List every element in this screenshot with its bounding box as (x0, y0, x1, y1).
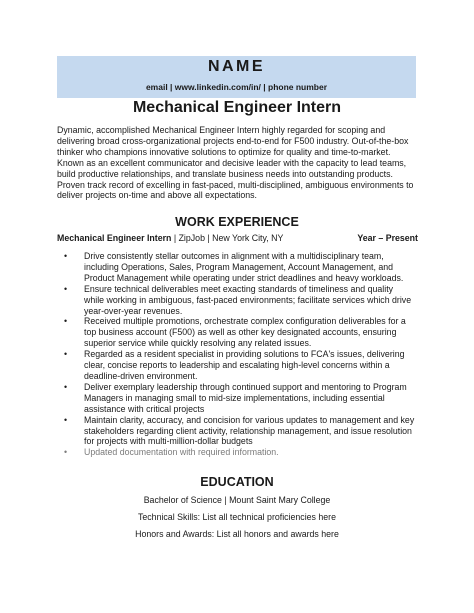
role-line (57, 233, 418, 243)
resume-title: Mechanical Engineer Intern (132, 99, 342, 116)
bullet-text: Maintain clarity, accuracy, and concision for various updates to management and key stakeholders regarding client activity, relationship management, and issue resolution for projects with multi-million-dollar budgets (84, 414, 415, 447)
list-item (57, 251, 415, 284)
contact-info: email | www.linkedin.com/in/ | phone number (145, 82, 328, 92)
list-item (57, 415, 415, 448)
bullet-icon: • (64, 283, 68, 294)
list-item (57, 284, 415, 317)
work-experience-heading: WORK EXPERIENCE (175, 215, 299, 229)
bullet-text: Deliver exemplary leadership through continued support and mentoring to Program Managers in managing small to mid-size implementations, including essential assistance with critical projects (84, 381, 407, 414)
name-header-band (57, 56, 416, 98)
list-item (57, 382, 415, 415)
bullet-text: Regarded as a resident specialist in providing solutions to FCA's issues, delivering clear, concise reports to leadership and escalating high-level concerns within a deadline-driven environment. (84, 349, 405, 381)
education-heading: EDUCATION (200, 475, 274, 489)
bullet-icon: • (64, 414, 68, 425)
candidate-name: NAME (207, 58, 266, 75)
bullet-icon: • (64, 447, 68, 458)
bullet-icon: • (64, 381, 68, 392)
company-location: | ZipJob | New York City, NY (171, 233, 284, 243)
bullet-icon: • (64, 316, 68, 327)
bullet-icon: • (64, 251, 68, 261)
honors-line: Honors and Awards: List all honors and awards here (135, 529, 339, 539)
list-item (57, 349, 415, 382)
bullet-text: Updated documentation with required information. (84, 447, 279, 458)
bullet-icon: • (64, 349, 68, 360)
role-dates: Year – Present (357, 233, 418, 243)
bullet-text: Drive consistently stellar outcomes in alignment with a multidisciplinary team, including Operations, Sales, Program Management, Account Management, and Product Management while operating under strict deadlines and heavy workloads. (84, 251, 404, 283)
degree-line: Bachelor of Science | Mount Saint Mary College (143, 495, 331, 505)
professional-summary: Dynamic, accomplished Mechanical Engineer Intern highly regarded for scoping and delivering broad cross-organizational projects end-to-end for F500 industry. Out-of-the-box thinker who champions innovative solutions to optimize for quality and time-to-market. Known as an excellent communicator and decisive leader with the capacity to lead teams, build productive relationships, and translate business needs into outstanding products. Proven track record of excelling in fast-paced, multi-disciplined, ambiguous environments to deliver projects on-time and above all expectations. (57, 125, 414, 201)
bullet-text: Received multiple promotions, orchestrate complex configuration deliverables for a top business account (F500) as well as other key designated accounts, ensuring superior service while quickly resolving any related issues. (84, 316, 406, 349)
experience-bullet-list (57, 251, 415, 458)
role-title: Mechanical Engineer Intern (57, 233, 172, 243)
list-item (57, 447, 415, 458)
bullet-text: Ensure technical deliverables meet exacting standards of timeliness and quality while working in ambiguous, fast-paced environments; facilitate services which drive year-over-year revenues. (84, 283, 412, 316)
list-item (57, 316, 415, 349)
technical-skills-line: Technical Skills: List all technical proficiencies here (137, 512, 337, 522)
